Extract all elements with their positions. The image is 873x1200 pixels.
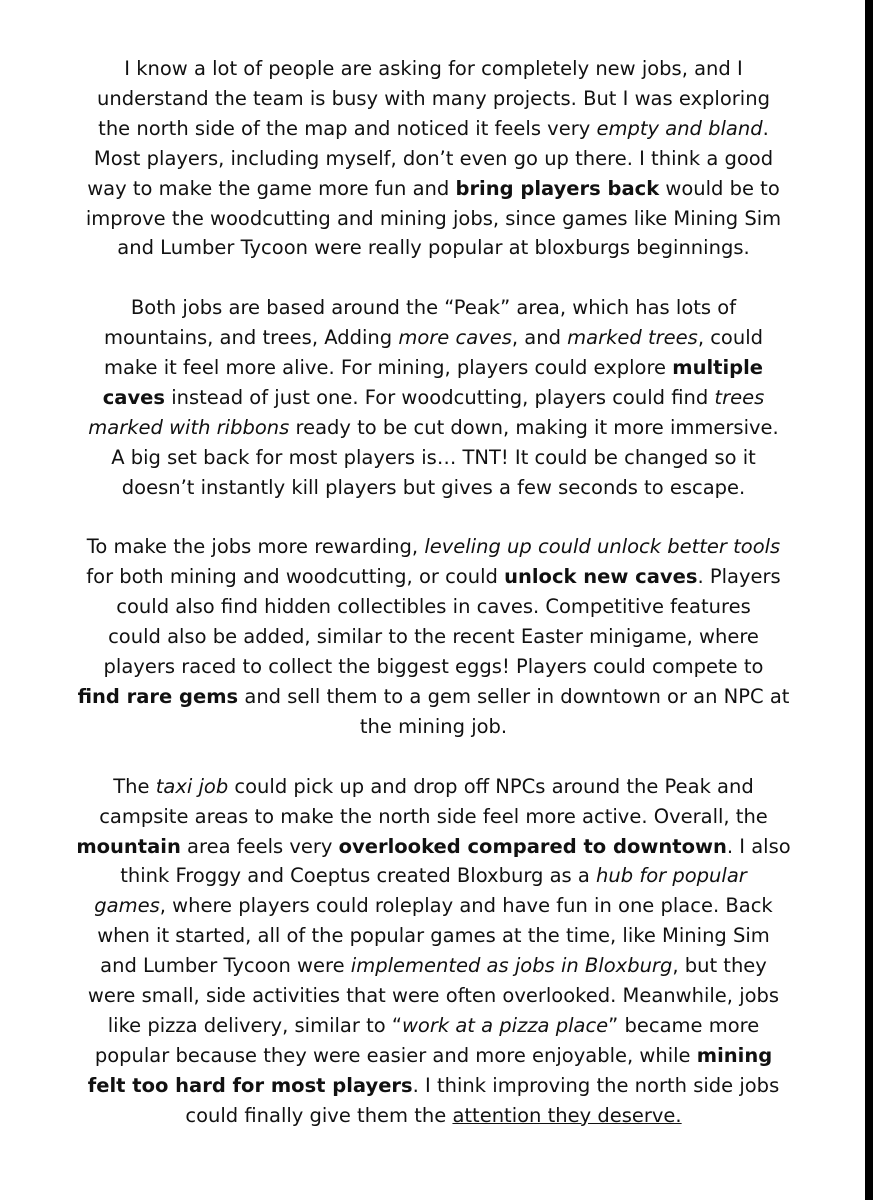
text-run: the mining job. (359, 714, 508, 738)
italic-text: work at a pizza place (401, 1013, 609, 1037)
text-line (42, 891, 825, 921)
text-run: doesn’t instantly kill players but gives a few seconds to escape. (121, 475, 746, 499)
italic-text: trees (714, 385, 765, 409)
text-run: think Froggy and Coeptus created Bloxburg as a (120, 864, 597, 888)
italic-text: hub for popular (596, 864, 747, 888)
bold-text: mining (696, 1043, 773, 1067)
underlined-text: attention they deserve. (452, 1103, 682, 1127)
text-run: Most players, including myself, don’t even go up there. I think a good (93, 146, 774, 170)
text-run: , where players could roleplay and have fun in one place. Back (159, 894, 773, 918)
text-run: could finally give them the (185, 1103, 453, 1127)
text-run: improve the woodcutting and mining jobs, since games like Mining Sim (85, 206, 782, 230)
text-line (42, 921, 825, 951)
italic-text: taxi job (155, 774, 229, 798)
text-run: could also be added, similar to the recent Easter minigame, where (108, 625, 759, 649)
text-line (42, 233, 825, 263)
text-line (42, 204, 825, 234)
document-body (42, 54, 825, 1131)
text-line (42, 84, 825, 114)
text-run: when it started, all of the popular games at the time, like Mining Sim (97, 924, 770, 948)
text-run: area feels very (180, 834, 339, 858)
text-line (42, 293, 825, 323)
text-run: ready to be cut down, making it more immersive. (289, 415, 779, 439)
italic-text: more caves (398, 326, 512, 350)
text-line (42, 772, 825, 802)
text-line (42, 532, 825, 562)
text-run: , but they (672, 954, 767, 978)
text-run: would be to (659, 176, 780, 200)
text-line (42, 802, 825, 832)
text-run: ” became more (608, 1013, 760, 1037)
text-line (42, 592, 825, 622)
text-run: . Players (697, 565, 781, 589)
text-run: popular because they were easier and more enjoyable, while (94, 1043, 697, 1067)
italic-text: games (94, 894, 160, 918)
text-run: were small, side activities that were often overlooked. Meanwhile, jobs (87, 984, 780, 1008)
text-run: way to make the game more fun and (87, 176, 456, 200)
text-run: A big set back for most players is… TNT! It could be changed so it (111, 445, 756, 469)
text-run: To make the jobs more rewarding, (86, 535, 425, 559)
text-line (42, 1041, 825, 1071)
text-line (42, 144, 825, 174)
text-line (42, 1071, 825, 1101)
bold-text: unlock new caves (504, 565, 698, 589)
paragraph-4 (42, 772, 825, 1131)
text-line (42, 54, 825, 84)
paragraph-1 (42, 54, 825, 263)
text-line (42, 174, 825, 204)
text-run: mountains, and trees, Adding (103, 326, 399, 350)
text-line (42, 443, 825, 473)
text-line (42, 712, 825, 742)
bold-text: caves (102, 385, 165, 409)
bold-text: multiple (672, 356, 764, 380)
text-run: the north side of the map and noticed it feels very (98, 116, 597, 140)
text-run: instead of just one. For woodcutting, players could find (165, 385, 715, 409)
bold-text: find rare gems (77, 685, 239, 708)
text-run: , and (511, 326, 568, 350)
text-run: . I also (726, 834, 791, 858)
text-line (42, 682, 825, 712)
text-line (42, 473, 825, 503)
text-run: and Lumber Tycoon were really popular at bloxburgs beginnings. (117, 236, 750, 260)
text-run: and sell them to a gem seller in downtown or an NPC at (238, 685, 790, 708)
text-line (42, 353, 825, 383)
text-line (42, 622, 825, 652)
text-line (42, 951, 825, 981)
text-run: . (762, 116, 769, 140)
text-line (42, 413, 825, 443)
text-run: for both mining and woodcutting, or could (86, 565, 505, 589)
italic-text: leveling up could unlock better tools (424, 535, 781, 559)
bold-text: bring players back (455, 176, 660, 200)
text-line (42, 652, 825, 682)
italic-text: marked with ribbons (88, 415, 290, 439)
text-run: could pick up and drop off NPCs around the Peak and (228, 774, 754, 798)
italic-text: implemented as jobs in Bloxburg (350, 954, 673, 978)
bold-text: felt too hard for most players (87, 1073, 413, 1097)
italic-text: empty and bland (596, 116, 763, 140)
text-run: players raced to collect the biggest eggs! Players could compete to (103, 655, 764, 679)
text-run: Both jobs are based around the “Peak” area, which has lots of (130, 296, 737, 320)
text-run: campsite areas to make the north side feel more active. Overall, the (99, 804, 768, 828)
text-line (42, 114, 825, 144)
bold-text: overlooked compared to downtown (338, 834, 727, 858)
text-run: , could (697, 326, 764, 350)
paragraph-2 (42, 293, 825, 502)
text-run: I know a lot of people are asking for completely new jobs, and I (124, 57, 743, 80)
italic-text: marked trees (567, 326, 698, 350)
text-run: The (113, 774, 156, 798)
text-line (42, 383, 825, 413)
text-line (42, 861, 825, 891)
text-run: understand the team is busy with many projects. But I was exploring (97, 86, 770, 110)
text-line (42, 323, 825, 353)
text-line (42, 562, 825, 592)
text-run: and Lumber Tycoon were (100, 954, 351, 978)
paragraph-3 (42, 532, 825, 741)
text-run: like pizza delivery, similar to “ (107, 1013, 402, 1037)
text-line (42, 1101, 825, 1131)
text-run: . I think improving the north side jobs (412, 1073, 780, 1097)
text-run: make it feel more alive. For mining, players could explore (103, 356, 673, 380)
text-line (42, 1011, 825, 1041)
text-run: could also find hidden collectibles in caves. Competitive features (116, 595, 751, 619)
bold-text: mountain (76, 834, 181, 858)
text-line (42, 981, 825, 1011)
text-line (42, 832, 825, 862)
